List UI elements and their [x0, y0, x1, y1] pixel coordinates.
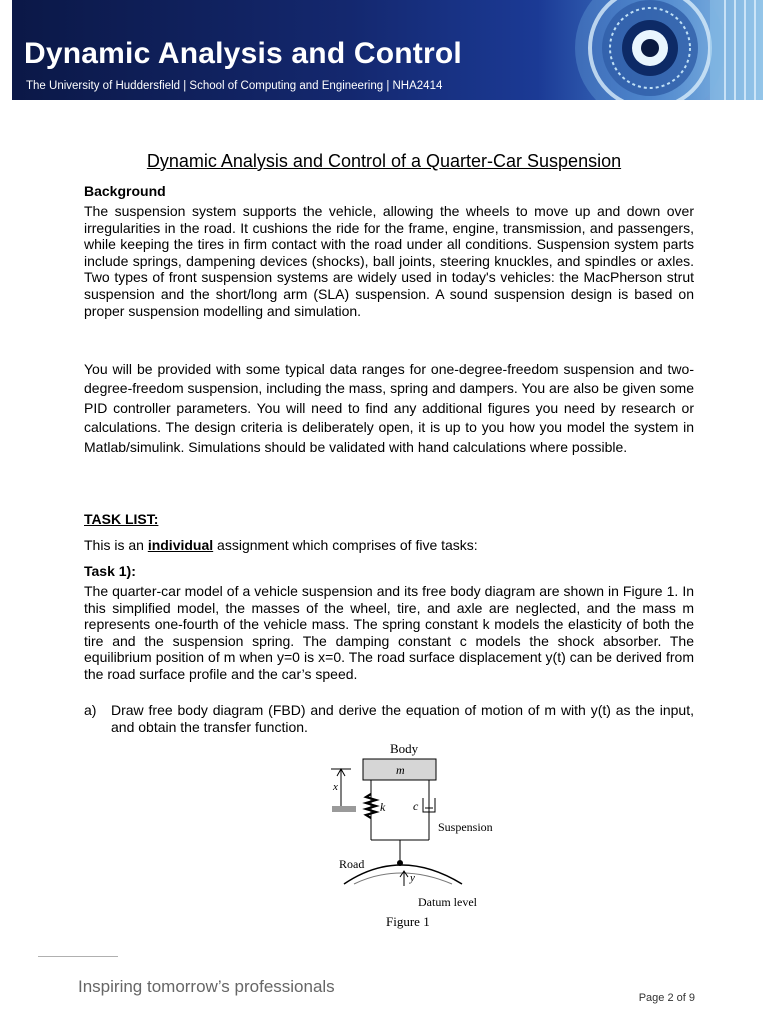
task-intro-after: assignment which comprises of five tasks: — [213, 537, 478, 553]
background-paragraph: The suspension system supports the vehicle, allowing the wheels to move up and down over irregularities in the road. It cushions the ride for the frame, engine, transmission, and passengers, while keeping the tires in firm contact with the road under all conditions. Suspension system parts include springs, dampening devices (shocks), ball joints, steering knuckles, and spindles or axles. Two types of front suspension systems are widely used in today's vehicles: the MacPherson strut suspension and the short/long arm (SLA) suspension. A sound suspension design is based on proper suspension modelling and simulation. — [84, 203, 694, 319]
background-heading: Background — [84, 183, 166, 199]
figure-caption: Figure 1 — [386, 914, 430, 929]
header-banner — [12, 0, 763, 100]
task-intro — [84, 537, 694, 554]
task1-item-a — [84, 702, 694, 736]
fig-k-label: k — [380, 800, 386, 814]
task-list-heading: TASK LIST: — [84, 511, 159, 527]
task1-paragraph: The quarter-car model of a vehicle suspension and its free body diagram are shown in Figure 1. In this simplified model, the masses of the wheel, tire, and axle are neglected, and the mass m represents one-fourth of the vehicle mass. The spring constant k models the elasticity of both the tire and the suspension spring. The damping constant c models the shock absorber. The equilibrium position of m when y=0 is x=0. The road surface displacement y(t) can be derived from the road surface profile and the car’s speed. — [84, 583, 694, 682]
fig-suspension-label: Suspension — [438, 820, 493, 834]
task-intro-before: This is an — [84, 537, 148, 553]
fig-body-label: Body — [390, 741, 419, 756]
road-shadow — [354, 873, 452, 884]
banner-subtitle: The University of Huddersfield | School of Computing and Engineering | NHA2414 — [26, 80, 443, 92]
page-number: Page 2 of 9 — [638, 992, 695, 1004]
banner-title: Dynamic Analysis and Control — [24, 37, 462, 70]
item-a-label: a) — [84, 702, 97, 718]
fig-x-label: x — [333, 781, 338, 793]
footer-divider — [38, 956, 118, 957]
fig-datum-label: Datum level — [418, 895, 477, 909]
task-intro-emphasis: individual — [147, 537, 214, 553]
task1-heading: Task 1): — [84, 563, 136, 579]
item-a-text: Draw free body diagram (FBD) and derive the equation of motion of m with y(t) as the input, and obtain the transfer function. — [111, 702, 694, 735]
fig-mass-label: m — [396, 763, 405, 777]
footer-tagline: Inspiring tomorrow’s professionals — [78, 977, 335, 996]
fig-c-label: c — [413, 799, 419, 813]
document-title: Dynamic Analysis and Control of a Quarter-Car Suspension — [146, 151, 622, 171]
eye-graphic-icon — [560, 0, 763, 100]
provided-paragraph: You will be provided with some typical data ranges for one-degree-freedom suspension and two-degree-freedom suspension, including the mass, spring and dampers. You are also be given some PID controller parameters. You will need to find any additional figures you need by research or calculations. The design criteria is deliberately open, it is up to you how you model the system in Matlab/simulink. Simulations should be validated with hand calculations where possible. — [84, 361, 694, 455]
fig-road-label: Road — [339, 857, 365, 871]
quarter-car-figure — [326, 738, 526, 938]
ground-hatch — [332, 806, 356, 812]
fig-y-label: y — [410, 872, 415, 884]
